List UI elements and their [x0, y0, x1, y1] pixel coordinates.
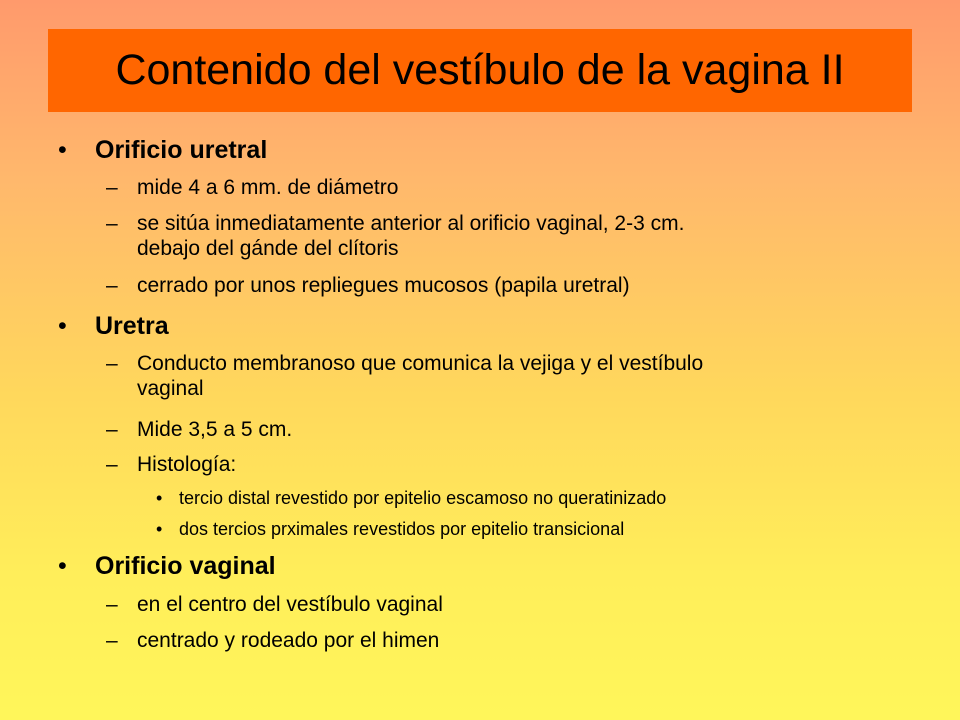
- sub-list-item-text: dos tercios prximales revestidos por epitelio transicional: [179, 519, 625, 539]
- dash-icon: –: [106, 418, 118, 441]
- dash-icon: –: [106, 629, 118, 652]
- dash-icon: –: [106, 274, 118, 297]
- bullet-icon: •: [156, 488, 163, 508]
- list-item-text: mide 4 a 6 mm. de diámetro: [137, 176, 399, 199]
- list-item: [106, 351, 886, 401]
- bullet-icon: •: [58, 136, 67, 164]
- list-item: [106, 273, 886, 298]
- dash-icon: –: [106, 212, 118, 235]
- list-item: [106, 175, 886, 200]
- list-item-text: centrado y rodeado por el himen: [137, 629, 440, 652]
- bullet-icon: •: [156, 519, 163, 539]
- list-item: [106, 628, 886, 653]
- bullet-icon: •: [58, 552, 67, 580]
- list-item: [106, 452, 886, 477]
- list-item-text: Mide 3,5 a 5 cm.: [137, 418, 293, 441]
- heading-text: Orificio uretral: [95, 136, 268, 164]
- sub-list-item-text: tercio distal revestido por epitelio escamoso no queratinizado: [179, 488, 667, 508]
- slide-title: Contenido del vestíbulo de la vagina II: [115, 46, 845, 94]
- list-item-text: Histología:: [137, 453, 237, 476]
- list-item-text: se sitúa inmediatamente anterior al orificio vaginal, 2-3 cm. debajo del gánde del clítoris: [137, 212, 685, 260]
- list-item: [106, 592, 886, 617]
- dash-icon: –: [106, 176, 118, 199]
- list-item-text: Conducto membranoso que comunica la vejiga y el vestíbulo vaginal: [137, 352, 704, 400]
- list-item: [106, 211, 886, 261]
- heading-text: Orificio vaginal: [95, 552, 276, 580]
- dash-icon: –: [106, 352, 118, 375]
- bullet-icon: •: [58, 312, 67, 340]
- list-item-text: cerrado por unos repliegues mucosos (papila uretral): [137, 274, 630, 297]
- dash-icon: –: [106, 593, 118, 616]
- list-item-text: en el centro del vestíbulo vaginal: [137, 593, 443, 616]
- heading-text: Uretra: [95, 312, 169, 340]
- dash-icon: –: [106, 453, 118, 476]
- list-item: [106, 417, 886, 442]
